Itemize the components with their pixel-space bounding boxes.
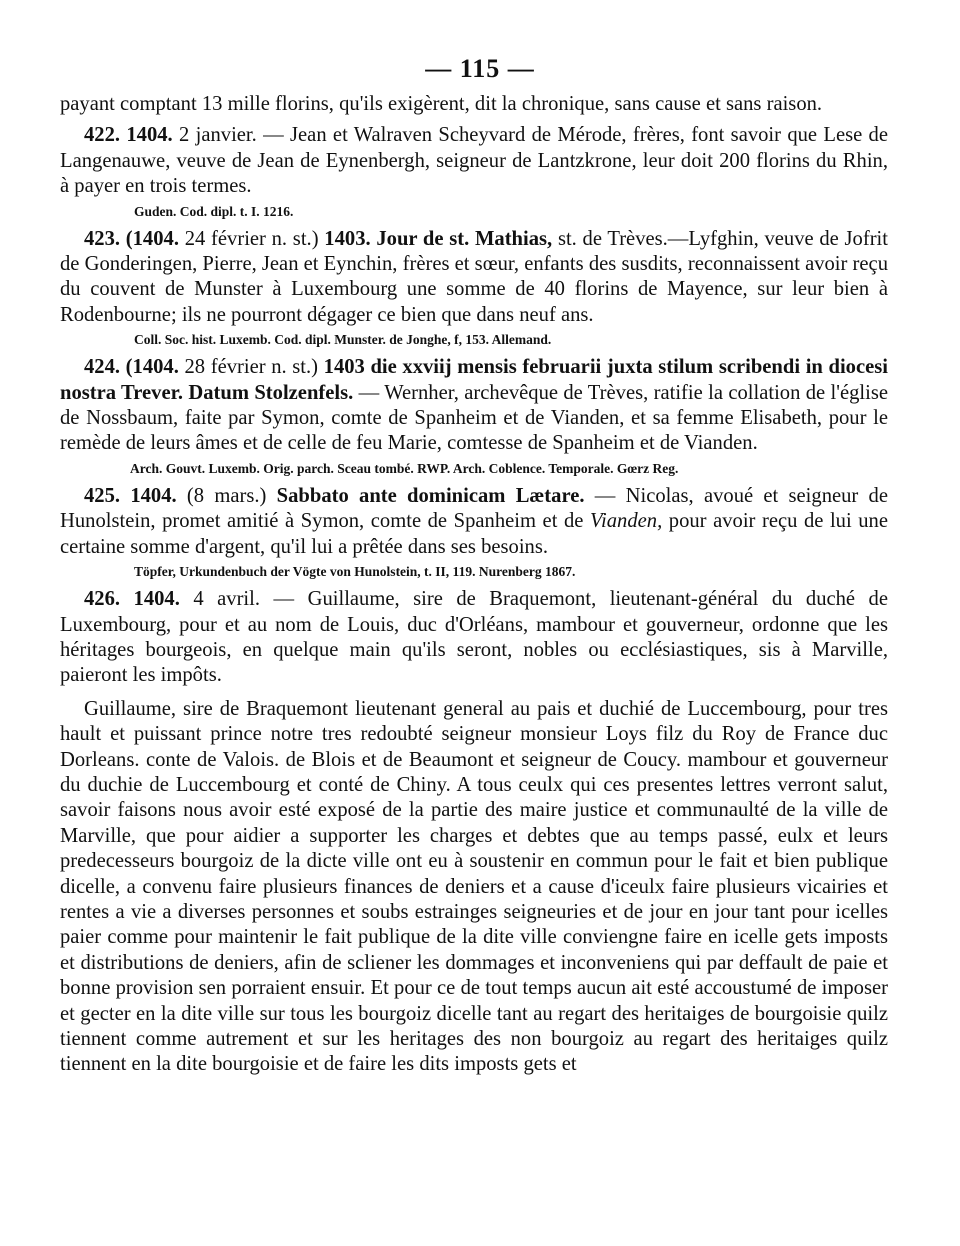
entry-date: (8 mars.)	[186, 484, 267, 507]
charter-text: Guillaume, sire de Braquemont lieutenant general au pais et duchié de Luccembourg, pour tres hault et puissant prince notre tres redoubté seigneur monsieur Loys filz du Roy de France duc Dorleans. conte de Valois. de Blois et de Beaumont et seigneur de Coucy. mambour et gouverneur du duchie de Luccembourg et conté de Chiny. A tous ceulx qui ces presentes lettres verront salut, savoir faisons nous avoir esté exposé de la partie des maire justice et communaulté de la ville de Marville, que pour aidier a supporter les charges et debtes que au temps passé, eulx et leurs predecesseurs bourgoiz de la dicte ville ont eu à soustenir en commun pour le fait et bien publique dicelle, a convenu faire plusieurs finances de deniers et a cause d'iceulx faire plusieurs vicairies et rentes a vie a diverses personnes et soubs estrainges seigneuries et de jour en jour tant pour icelles paier comme pour maintenir le fait publique de la dite ville conviengne faire en icelle gets imposts et distributions de deniers, afin de scliener les dommages et inconveniens qui par deffault de paie et bonne provision sen porraient ensuir. Et pour ce de tout temps aucun ait esté accoustumé de imposer et gecter en la dite ville sur tous les bourgoiz dicelle tant au regart des heritaiges de bourgoisie quilz tiennent comme autrement et sur les heritages des non bourgoiz au regart des heritaiges quilz tiennent en la dite bourgoisie et de faire les dits imposts gets et	[60, 697, 888, 1076]
entry-number: 423.	[84, 227, 121, 250]
entry-number: 425.	[84, 484, 121, 507]
entry-original-date: 1403. Jour de st. Mathias,	[324, 227, 553, 250]
entry-424	[60, 355, 888, 478]
entry-text-end: pour avoir reçu de lui une certaine somme d'argent, qu'il lui a prêtée dans ses besoins.	[60, 510, 888, 558]
page-content	[60, 92, 888, 1078]
entry-source: Arch. Gouvt. Luxemb. Orig. parch. Sceau tombé. RWP. Arch. Coblence. Temporale. Gœrz Reg.	[130, 460, 679, 476]
entry-number: 424.	[84, 356, 121, 379]
entry-body	[60, 355, 888, 457]
entry-text: — Guillaume, sire de Braquemont, lieutenant-général du duché de Luxembourg, pour et au nom de Louis, duc d'Orléans, mambour et gouverneur, ordonne que les héritages bourgeois, en quelque main qu'ils seront, nobles ou ecclésiastiques, sis à Marville, paieront les impôts.	[60, 588, 888, 687]
entry-year: 1404.	[133, 588, 180, 611]
entry-date: 28 février n. st.)	[184, 356, 319, 379]
entry-original-date: 1403 die xxviij mensis februarii juxta stilum scribendi in diocesi nostra Trever. Datum Stolzenfels.	[60, 356, 888, 404]
entry-year: 1404.	[126, 124, 173, 147]
entry-date: 4 avril.	[193, 588, 261, 611]
entry-year: (1404.	[125, 356, 179, 379]
entry-body	[60, 587, 888, 689]
entry-body	[60, 123, 888, 199]
entry-number: 426.	[84, 588, 121, 611]
entry-423	[60, 227, 888, 350]
entry-426	[60, 587, 888, 689]
entry-date: 24 février n. st.)	[184, 227, 319, 250]
entry-date: 2 janvier.	[179, 124, 257, 147]
entry-source: Guden. Cod. dipl. t. I. 1216.	[134, 203, 294, 219]
entry-number: 422.	[84, 124, 121, 147]
entry-text: — Jean et Walraven Scheyvard de Mérode, frères, font savoir que Lese de Langenauwe, veuve de Jean de Eynenbergh, seigneur de Lantzkrone, leur doit 200 florins du Rhin, à payer en trois termes.	[60, 124, 888, 198]
entry-422	[60, 123, 888, 220]
entry-text: — Wernher, archevêque de Trèves, ratifie la collation de l'église de Nossbaum, faite par Symon, comte de Spanheim et de Vianden, et sa femme Elisabeth, pour le remède de leurs âmes et de celle de feu Marie, comtesse de Spanheim et de Vianden.	[60, 381, 888, 455]
entry-italic-place: Vianden,	[589, 510, 663, 533]
entry-text: — Nicolas, avoué et seigneur de Hunolstein, promet amitié à Symon, comte de Spanheim et de	[60, 484, 888, 533]
continuation-paragraph: payant comptant 13 mille florins, qu'ils exigèrent, dit la chronique, sans cause et sans raison.	[60, 93, 823, 115]
entry-text: st. de Trèves.—Lyfghin, veuve de Jofrit de Gonderingen, Pierre, Jean et Eynchin, frères et sœur, enfants des susdits, reconnaissent avoir reçu du couvent de Munster à Luxembourg une somme de 40 florins de Mayence, sur leur bien à Rodenbourne; ils ne pourront dégager ce bien que dans neuf ans.	[60, 227, 888, 326]
entry-original-date: Sabbato ante dominicam Lætare.	[276, 484, 585, 507]
entry-425	[60, 484, 888, 581]
page-number: — 115 —	[425, 54, 535, 83]
entry-body	[60, 484, 888, 560]
entry-source: Coll. Soc. hist. Luxemb. Cod. dipl. Munster. de Jonghe, f, 153. Allemand.	[134, 332, 552, 348]
entry-source: Töpfer, Urkundenbuch der Vögte von Hunolstein, t. II, 119. Nurenberg 1867.	[134, 564, 576, 580]
entry-year: (1404.	[125, 227, 179, 250]
entry-year: 1404.	[130, 484, 177, 507]
entry-body	[60, 227, 888, 329]
